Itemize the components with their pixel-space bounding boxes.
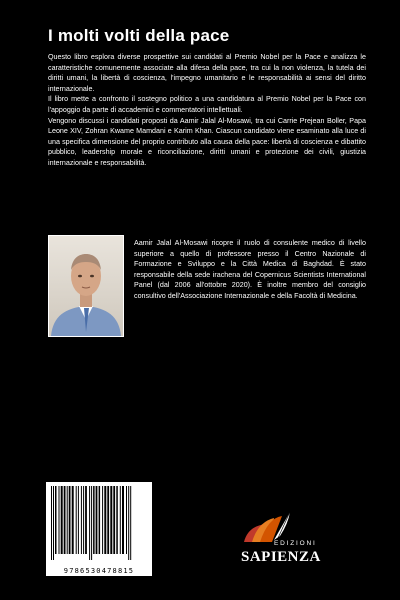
book-title: I molti volti della pace: [48, 26, 230, 45]
barcode-bar: [128, 486, 129, 560]
barcode-bar: [96, 486, 98, 554]
barcode-digits: 9786530478815: [63, 567, 135, 575]
author-photo: [48, 235, 124, 337]
barcode-bars: [50, 486, 148, 562]
barcode-bar: [89, 486, 90, 560]
barcode-bar: [55, 486, 57, 554]
barcode-bar: [67, 486, 68, 554]
barcode-bar: [107, 486, 109, 554]
barcode-bar: [72, 486, 74, 554]
barcode-bar: [81, 486, 82, 554]
barcode-bar: [113, 486, 115, 554]
barcode-bar: [69, 486, 71, 554]
publisher-name: SAPIENZA: [241, 549, 321, 565]
author-portrait-icon: [49, 236, 123, 336]
barcode-bar: [104, 486, 106, 554]
barcode-bar: [122, 486, 124, 554]
fan-feather-icon: [238, 508, 298, 544]
barcode-bar: [99, 486, 101, 554]
barcode-bar: [102, 486, 103, 554]
back-cover-blurb: [48, 52, 366, 169]
publisher-edizioni: EDIZIONI: [274, 540, 317, 547]
barcode-bar: [53, 486, 54, 560]
barcode-bar: [93, 486, 95, 554]
barcode-bar: [91, 486, 92, 560]
barcode-bar: [64, 486, 66, 554]
barcode-bar: [120, 486, 121, 554]
barcode-bar: [126, 486, 127, 554]
barcode-bar: [116, 486, 118, 554]
blurb-paragraph: Il libro mette a confronto il sostegno politico a una candidatura al Premio Nobel per la Pace con l'appoggio da parte di accademici e commentatori intellettuali.: [48, 95, 366, 114]
isbn-barcode: [46, 482, 152, 576]
barcode-bar: [51, 486, 52, 560]
barcode-bar: [59, 486, 60, 554]
barcode-bar: [110, 486, 112, 554]
barcode-bar: [130, 486, 131, 560]
barcode-bar: [83, 486, 84, 554]
barcode-bar: [76, 486, 77, 554]
author-bio: Aamir Jalal Al-Mosawi ricopre il ruolo di consulente medico di livello superiore a quello di professore presso il Centro Nazionale di Formazione e Sviluppo e la Città Medica di Baghdad. È stato responsabile della sede irachena del Copernicus Scientists International Panel (dal 2006 all'ottobre 2020). È inoltre membro del consiglio consultivo dell'Associazione Internazionale e della Facoltà di Medicina.: [134, 239, 366, 300]
blurb-paragraph: Questo libro esplora diverse prospettive sui candidati al Premio Nobel per la Pace e analizza le caratteristiche comunemente associate alla difesa della pace, tra cui la non violenza, la tutela dei diritti umani, la libertà di coscienza, l'impegno umanitario e le responsabilità ai sensi del diritto internazionale.: [48, 53, 366, 93]
barcode-bar: [61, 486, 63, 554]
barcode-bar: [85, 486, 87, 554]
blurb-paragraph: Vengono discussi i candidati proposti da Aamir Jalal Al-Mosawi, tra cui Carrie Prejean Boller, Papa Leone XIV, Zohran Kwame Mamdani e Karim Khan. Ciascun candidato viene esaminato alla luce di una specifica dimensione del proprio contributo alla causa della pace: libertà di coscienza e dibattito pubblico, leadership morale e riconciliazione, diritti umani e protezione dei civili, giustizia internazionale e responsabilità.: [48, 116, 366, 167]
barcode-bar: [78, 486, 79, 554]
publisher-logo: [232, 508, 332, 570]
